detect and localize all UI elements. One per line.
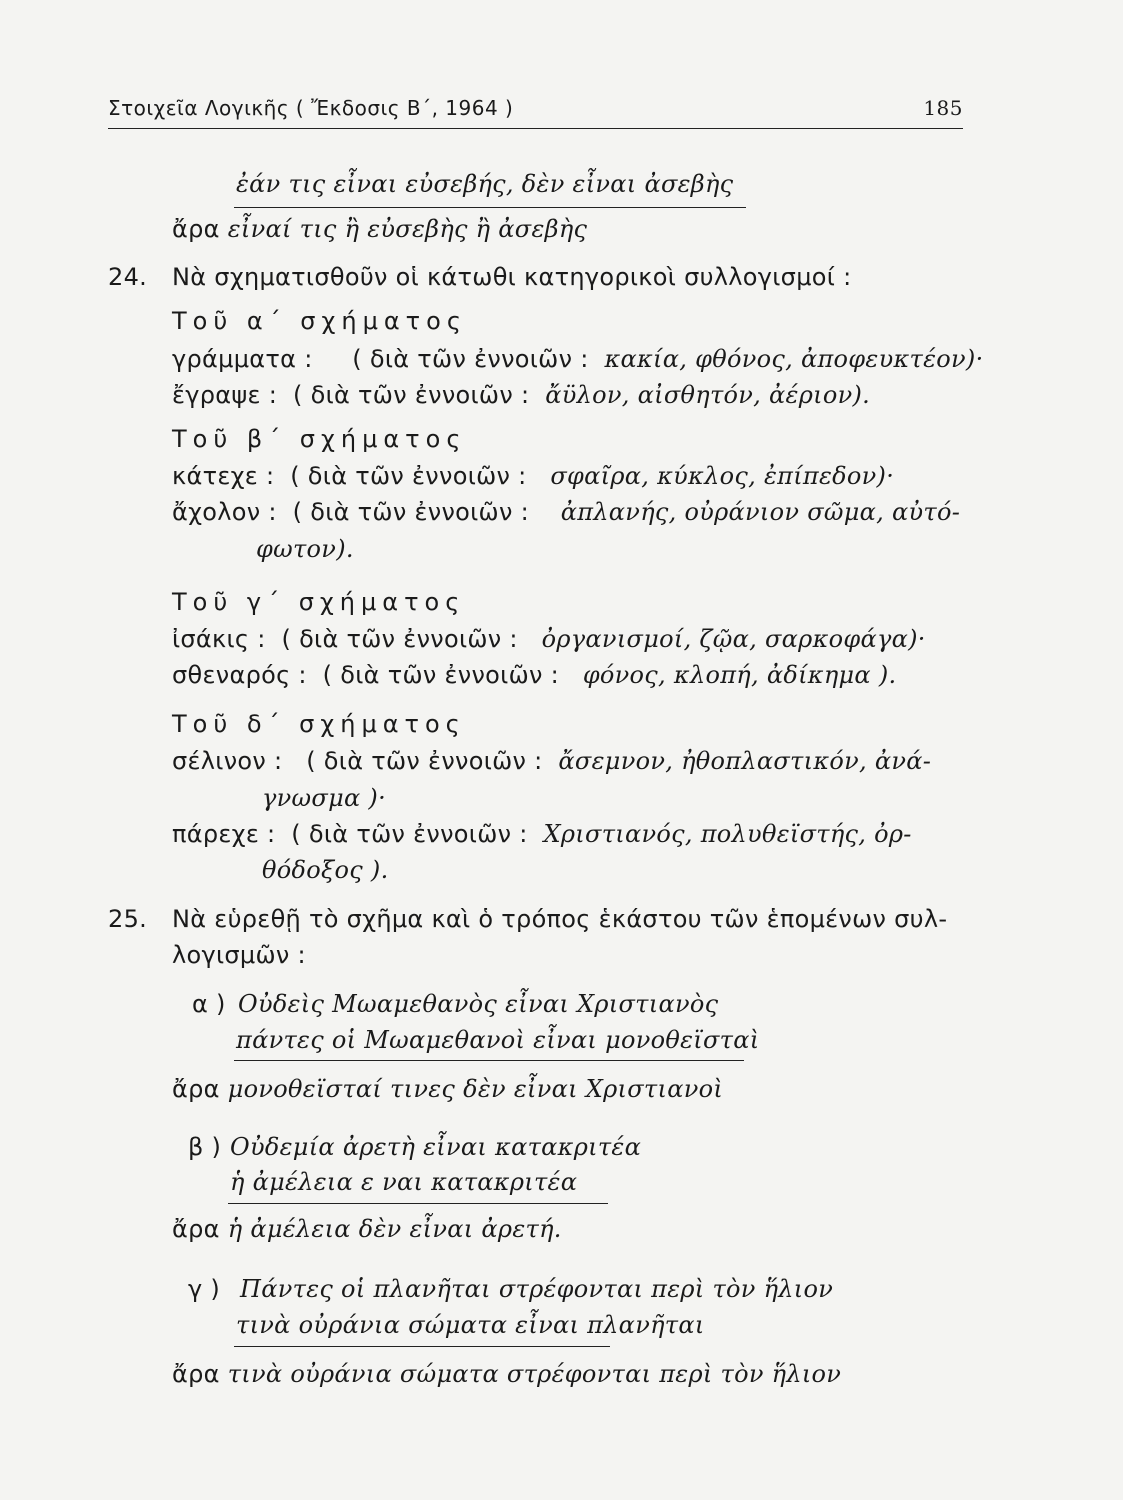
figure-heading: Τοῦ α΄ σχήματος bbox=[172, 307, 467, 335]
conclusion: ἄρα ἡ ἀμέλεια δὲν εἶναι ἀρετή. bbox=[172, 1215, 562, 1243]
inference-rule bbox=[228, 1203, 608, 1204]
premise-minor: τινὰ οὐράνια σώματα εἶναι πλανῆται bbox=[236, 1311, 705, 1339]
row-continuation: γνωσμα )· bbox=[262, 784, 387, 812]
inference-rule bbox=[234, 1060, 744, 1061]
exercise-25-title-cont: λογισμῶν : bbox=[172, 941, 306, 969]
premise-major: Πάντες οἱ πλανῆται στρέφονται περὶ τὸν ἥλιον bbox=[240, 1275, 834, 1303]
exercise-row: πάρεχε : ( διὰ τῶν ἐννοιῶν : Χριστιανός, πολυθεϊστής, ὀρ- bbox=[172, 820, 912, 848]
inference-rule bbox=[234, 207, 746, 208]
figure-heading: Τοῦ δ΄ σχήματος bbox=[172, 710, 466, 738]
item-label: γ ) bbox=[188, 1275, 221, 1303]
page-number: 185 bbox=[923, 96, 963, 120]
exercise-25-title: Νὰ εὑρεθῇ τὸ σχῆμα καὶ ὁ τρόπος ἑκάστου τῶν ἑπομένων συλ- bbox=[172, 905, 948, 933]
exercise-25-number: 25. bbox=[108, 905, 148, 933]
row-continuation: θόδοξος ). bbox=[262, 856, 389, 884]
header-rule bbox=[108, 128, 963, 129]
exercise-row: ἄχολον : ( διὰ τῶν ἐννοιῶν : ἀπλανής, οὐράνιον σῶμα, αὐτό- bbox=[172, 498, 961, 526]
row-continuation: φωτον). bbox=[256, 535, 354, 563]
exercise-row: ἰσάκις : ( διὰ τῶν ἐννοιῶν : ὀργανισμοί, ζῷα, σαρκοφάγα)· bbox=[172, 625, 926, 653]
running-header bbox=[108, 96, 963, 120]
conclusion: ἄρα τινὰ οὐράνια σώματα στρέφονται περὶ τὸν ἥλιον bbox=[172, 1360, 842, 1388]
figure-heading: Τοῦ γ΄ σχήματος bbox=[172, 588, 466, 616]
exercise-24-title: Νὰ σχηματισθοῦν οἱ κάτωθι κατηγορικοὶ συλλογισμοί : bbox=[172, 263, 852, 291]
figure-heading: Τοῦ β΄ σχήματος bbox=[172, 425, 467, 453]
exercise-row: κάτεχε : ( διὰ τῶν ἐννοιῶν : σφαῖρα, κύκλος, ἐπίπεδον)· bbox=[172, 462, 895, 490]
exercise-24-number: 24. bbox=[108, 263, 148, 291]
premise-minor: ἡ ἀμέλεια ε ναι κατακριτέα bbox=[230, 1168, 578, 1196]
premise-minor: πάντες οἱ Μωαμεθανοὶ εἶναι μονοθεϊσταὶ bbox=[236, 1026, 760, 1054]
exercise-row: σέλινον : ( διὰ τῶν ἐννοιῶν : ἄσεμνον, ἠθοπλαστικόν, ἀνά- bbox=[172, 747, 932, 775]
exercise-row: ἔγραψε : ( διὰ τῶν ἐννοιῶν : ἄϋλον, αἰσθητόν, ἀέριον). bbox=[172, 381, 871, 409]
inference-rule bbox=[234, 1346, 610, 1347]
top-premise: ἐάν τις εἶναι εὐσεβής, δὲν εἶναι ἀσεβὴς bbox=[236, 170, 734, 198]
conclusion: ἄρα μονοθεϊσταί τινες δὲν εἶναι Χριστιανοὶ bbox=[172, 1075, 724, 1103]
premise-major: Οὐδεμία ἀρετὴ εἶναι κατακριτέα bbox=[230, 1133, 642, 1161]
top-conclusion: ἄρα εἶναί τις ἢ εὐσεβὴς ἢ ἀσεβὴς bbox=[172, 215, 588, 243]
header-title: Στοιχεῖα Λογικῆς ( Ἔκδοσις Β΄, 1964 ) bbox=[108, 96, 514, 120]
exercise-row: σθεναρός : ( διὰ τῶν ἐννοιῶν : φόνος, κλοπή, ἀδίκημα ). bbox=[172, 661, 897, 689]
item-label: α ) bbox=[192, 990, 226, 1018]
exercise-row: γράμματα : ( διὰ τῶν ἐννοιῶν : κακία, φθόνος, ἀποφευκτέον)· bbox=[172, 345, 984, 373]
premise-major: Οὐδεὶς Μωαμεθανὸς εἶναι Χριστιανὸς bbox=[238, 990, 719, 1018]
item-label: β ) bbox=[188, 1133, 222, 1161]
